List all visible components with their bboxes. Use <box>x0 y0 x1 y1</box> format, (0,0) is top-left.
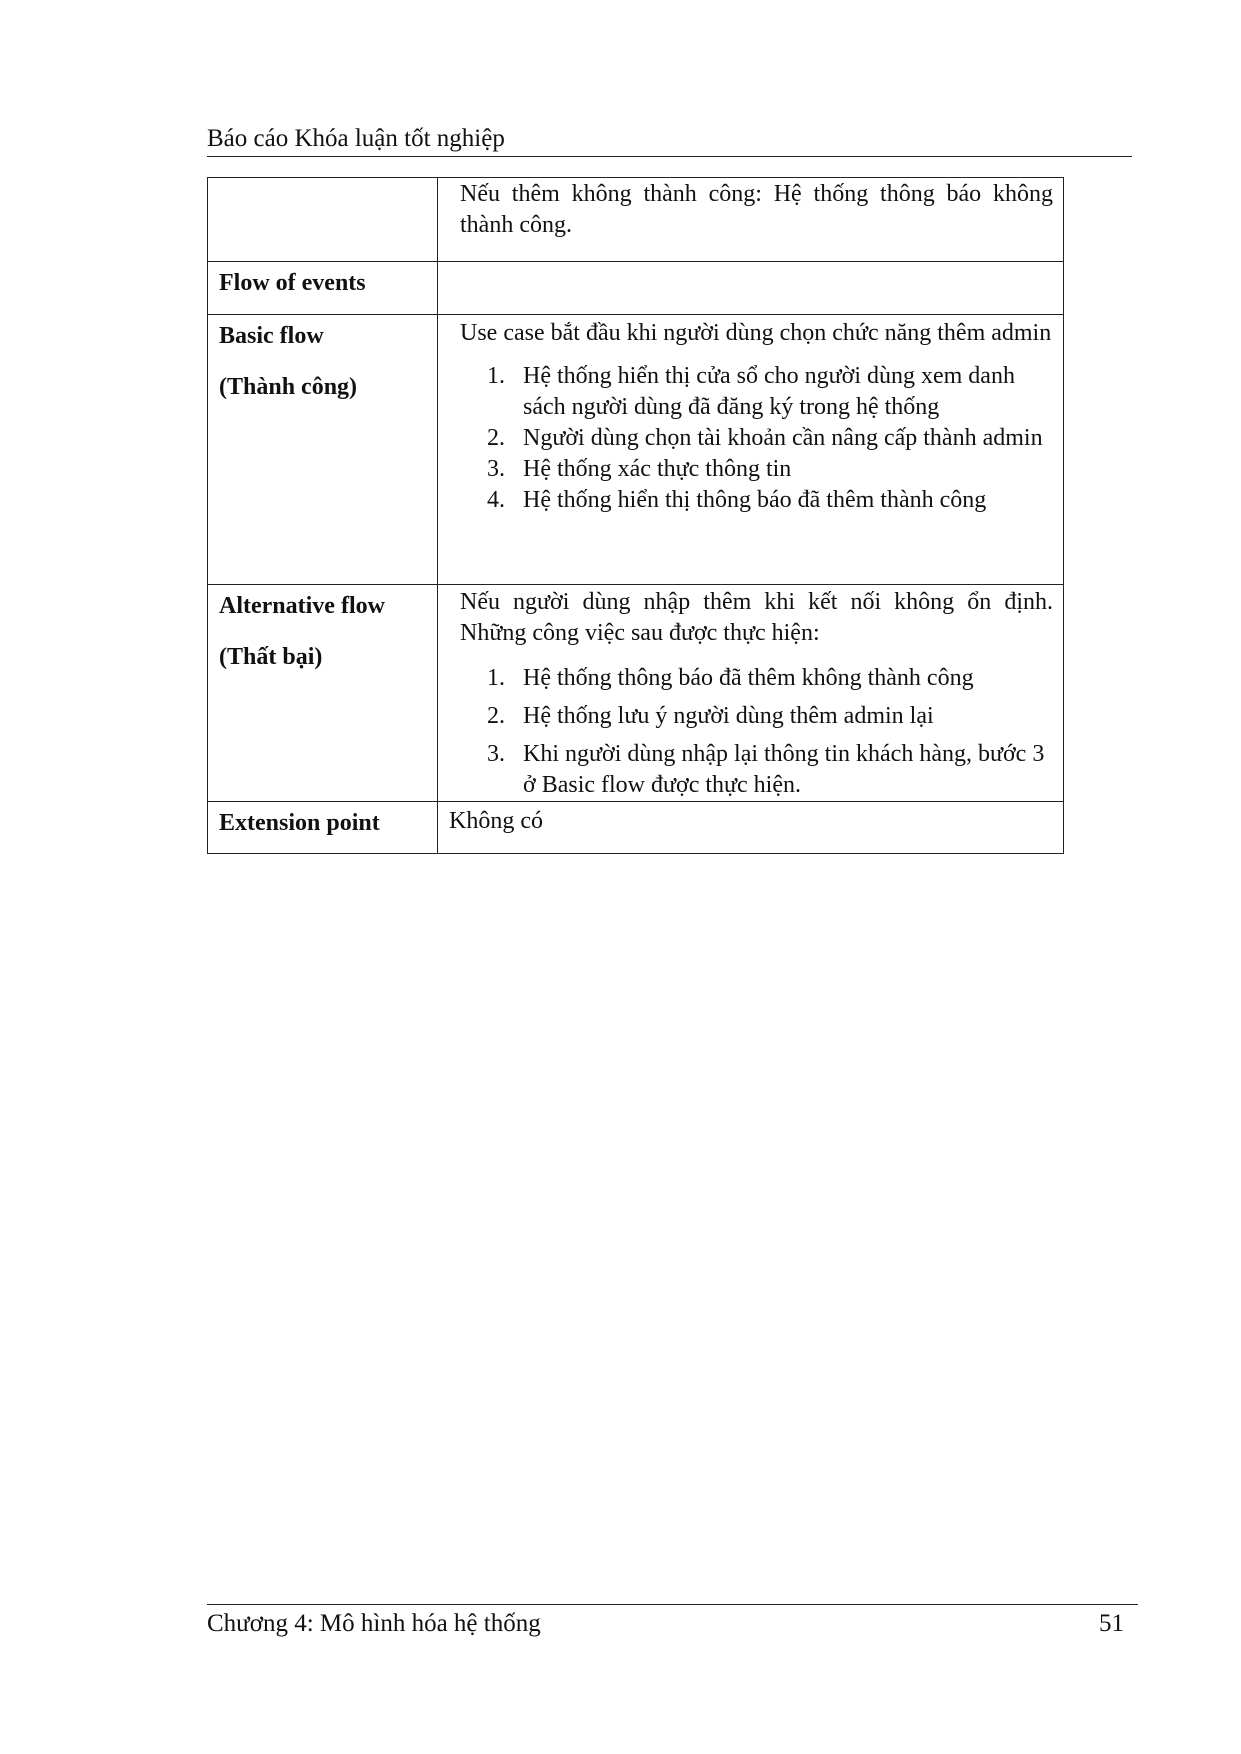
alternative-flow-sublabel: (Thất bại) <box>219 644 323 670</box>
basic-flow-intro: Use case bắt đầu khi người dùng chọn chức năng thêm admin <box>460 320 1052 346</box>
alternative-flow-label: Alternative flow <box>219 593 385 619</box>
use-case-table <box>207 177 1064 854</box>
step-number: 2. <box>487 703 505 729</box>
step-number: 1. <box>487 363 505 389</box>
list-item <box>460 361 1053 423</box>
list-item <box>460 423 1053 454</box>
step-text: Hệ thống hiển thị thông báo đã thêm thành công <box>523 487 987 513</box>
basic-flow-label-cell <box>208 315 438 585</box>
alternative-flow-steps <box>460 663 1053 801</box>
basic-flow-sublabel: (Thành công) <box>219 374 358 400</box>
alternative-flow-intro: Nếu người dùng nhập thêm khi kết nối không ổn định. Những công việc sau được thực hiện: <box>460 589 1053 646</box>
step-text: Khi người dùng nhập lại thông tin khách hàng, bước 3 ở Basic flow được thực hiện. <box>523 741 1045 798</box>
step-text: Hệ thống hiển thị cửa sổ cho người dùng xem danh sách người dùng đã đăng ký trong hệ thống <box>523 363 1015 420</box>
step-text: Hệ thống xác thực thông tin <box>523 456 792 482</box>
flow-of-events-label: Flow of events <box>208 262 438 315</box>
page-number: 51 <box>1099 1610 1124 1637</box>
list-item <box>460 663 1053 694</box>
continuation-cell <box>438 178 1064 262</box>
list-item <box>460 739 1053 801</box>
flow-of-events-value <box>438 262 1064 315</box>
continuation-text: Nếu thêm không thành công: Hệ thống thông báo không thành công. <box>460 181 1053 238</box>
footer-divider <box>207 1604 1138 1605</box>
step-text: Hệ thống lưu ý người dùng thêm admin lại <box>523 703 934 729</box>
step-number: 3. <box>487 456 505 482</box>
alternative-flow-content <box>438 585 1064 802</box>
extension-point-value: Không có <box>438 802 1064 854</box>
step-number: 2. <box>487 425 505 451</box>
table-row-alternative-flow <box>208 585 1064 802</box>
empty-label-cell <box>208 178 438 262</box>
header-divider <box>207 156 1132 157</box>
step-number: 4. <box>487 487 505 513</box>
basic-flow-label: Basic flow <box>219 323 324 349</box>
step-number: 1. <box>487 665 505 691</box>
running-header: Báo cáo Khóa luận tốt nghiệp <box>207 125 505 152</box>
footer-chapter-title: Chương 4: Mô hình hóa hệ thống <box>207 1610 541 1637</box>
basic-flow-steps <box>460 361 1053 516</box>
alternative-flow-label-cell <box>208 585 438 802</box>
step-text: Hệ thống thông báo đã thêm không thành công <box>523 665 974 691</box>
list-item <box>460 701 1053 732</box>
step-text: Người dùng chọn tài khoản cần nâng cấp thành admin <box>523 425 1043 451</box>
table-row-continuation <box>208 178 1064 262</box>
basic-flow-content <box>438 315 1064 585</box>
list-item <box>460 485 1053 516</box>
step-number: 3. <box>487 741 505 767</box>
table-row-flow-of-events <box>208 262 1064 315</box>
list-item <box>460 454 1053 485</box>
extension-point-label: Extension point <box>208 802 438 854</box>
table-row-basic-flow <box>208 315 1064 585</box>
table-row-extension-point <box>208 802 1064 854</box>
